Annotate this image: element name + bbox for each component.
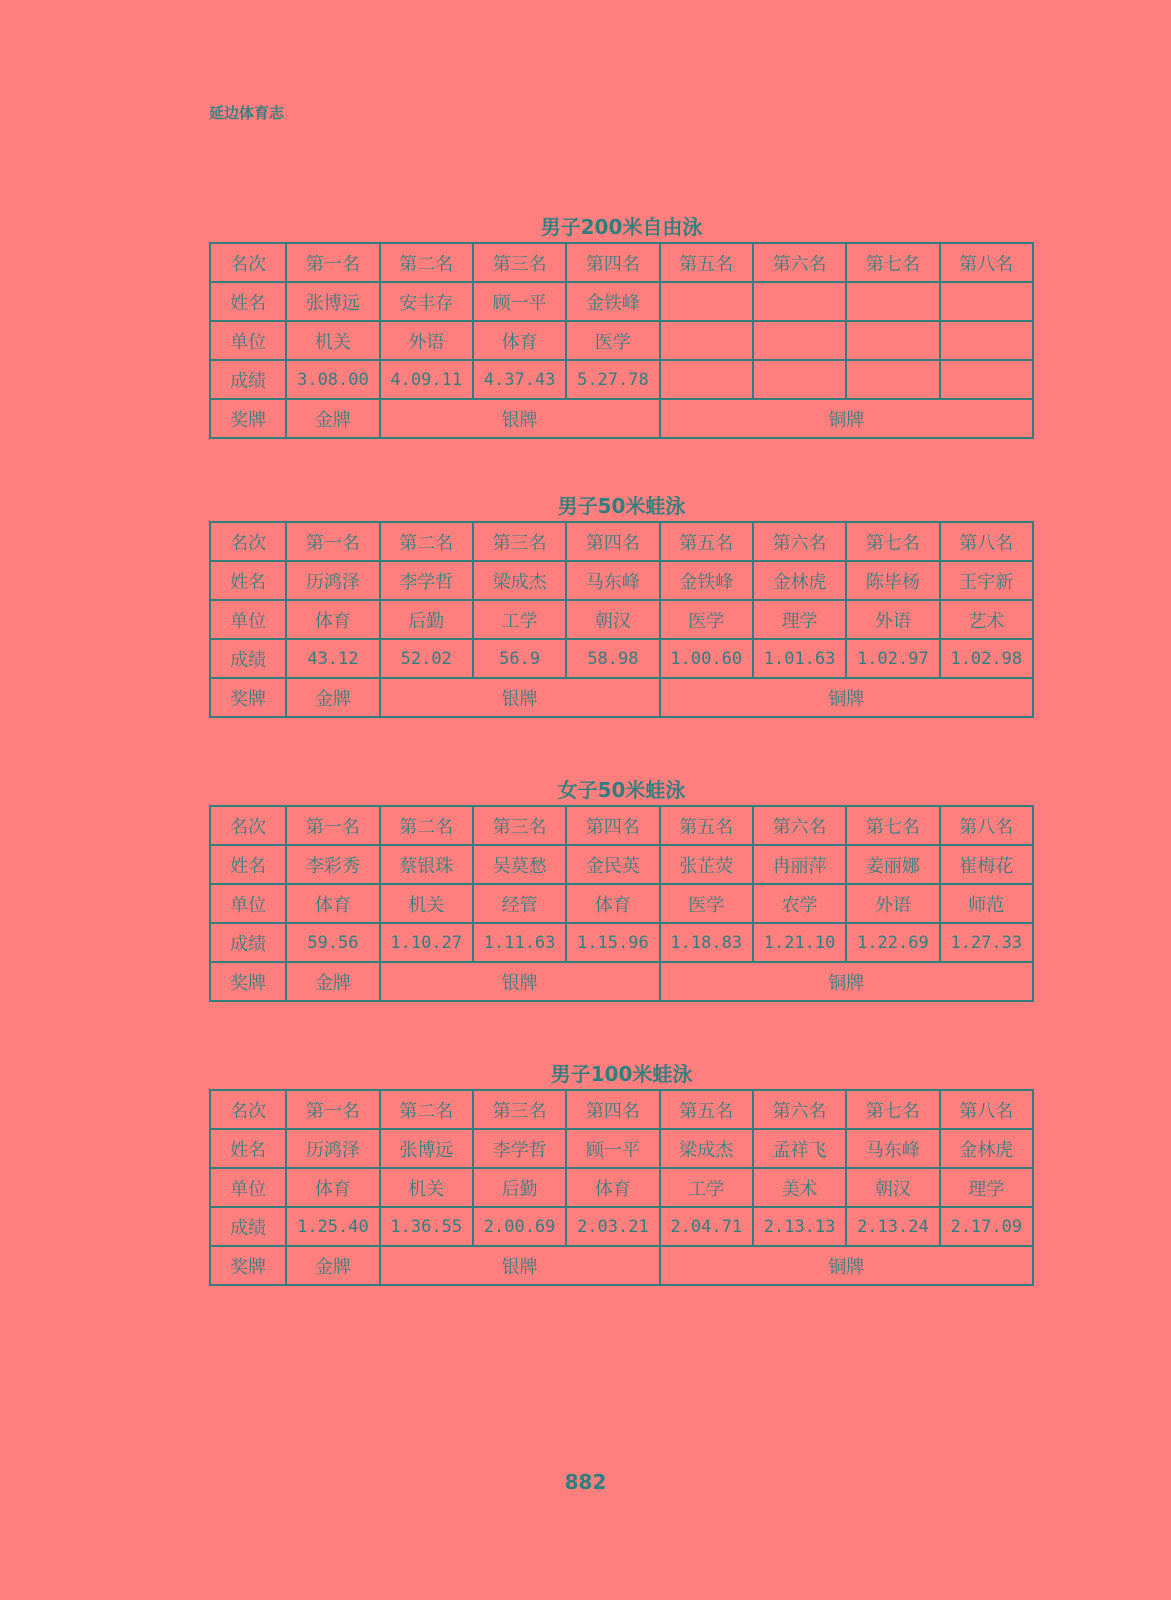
table-cell: 第四名 [566,522,659,561]
table-cell: 第三名 [473,806,566,845]
table-cell: 体育 [473,321,566,360]
table-cell: 2.00.69 [473,1207,566,1246]
table-cell: 蔡银珠 [380,845,473,884]
table-cell: 第八名 [940,243,1033,282]
table-cell: 机关 [286,321,379,360]
table-cell: 医学 [660,884,753,923]
table-cell: 52.02 [380,639,473,678]
table-cell: 第五名 [660,522,753,561]
page-number: 882 [564,1470,607,1494]
table-cell: 第二名 [380,1090,473,1129]
table-cell: 第七名 [846,1090,939,1129]
table-cell: 第八名 [940,1090,1033,1129]
table-cell: 3.08.00 [286,360,379,399]
table-cell: 体育 [286,1168,379,1207]
table-cell: 艺术 [940,600,1033,639]
row-label: 成绩 [210,639,286,678]
table-cell: 后勤 [380,600,473,639]
silver-medal-cell: 银牌 [380,1246,660,1285]
bronze-medal-cell: 铜牌 [660,399,1033,438]
table-cell: 2.03.21 [566,1207,659,1246]
table-cell: 4.09.11 [380,360,473,399]
silver-medal-cell: 银牌 [380,678,660,717]
table-cell: 1.21.10 [753,923,846,962]
table-cell: 医学 [566,321,659,360]
table-title: 男子50米蛙泳 [557,494,686,518]
table-cell: 第一名 [286,1090,379,1129]
table-cell [940,282,1033,321]
row-label: 成绩 [210,1207,286,1246]
table-cell: 金铁峰 [566,282,659,321]
table-cell: 2.13.24 [846,1207,939,1246]
table-cell: 第二名 [380,243,473,282]
table-cell: 外语 [380,321,473,360]
table-cell: 体育 [286,600,379,639]
table-cell: 崔梅花 [940,845,1033,884]
table-cell [846,360,939,399]
table-cell: 美术 [753,1168,846,1207]
medal-row [210,1246,1033,1285]
table-cell: 机关 [380,884,473,923]
table-cell: 第六名 [753,243,846,282]
table-cell: 第二名 [380,522,473,561]
table-cell: 历鸿泽 [286,1129,379,1168]
table-cell: 金铁峰 [660,561,753,600]
table-cell: 第五名 [660,806,753,845]
result-row [210,360,1033,399]
table-cell: 马东峰 [566,561,659,600]
table-cell [660,360,753,399]
table-cell: 李彩秀 [286,845,379,884]
row-label: 姓名 [210,1129,286,1168]
medal-row [210,962,1033,1001]
table-cell: 第七名 [846,522,939,561]
table-cell [660,282,753,321]
table-cell: 1.18.83 [660,923,753,962]
results-table-section [209,491,1034,718]
table-cell: 金林虎 [753,561,846,600]
silver-medal-cell: 银牌 [380,399,660,438]
table-cell: 1.02.97 [846,639,939,678]
table-cell: 马东峰 [846,1129,939,1168]
table-cell: 金民英 [566,845,659,884]
result-row [210,1207,1033,1246]
table-title: 男子100米蛙泳 [550,1062,693,1086]
table-cell: 陈毕杨 [846,561,939,600]
table-cell: 金林虎 [940,1129,1033,1168]
results-table [209,242,1034,439]
table-cell: 第六名 [753,522,846,561]
table-cell: 外语 [846,600,939,639]
row-label: 名次 [210,243,286,282]
row-label: 姓名 [210,561,286,600]
table-cell [940,321,1033,360]
row-label: 成绩 [210,923,286,962]
row-label: 名次 [210,522,286,561]
table-cell: 59.56 [286,923,379,962]
table-cell: 第一名 [286,806,379,845]
table-cell: 58.98 [566,639,659,678]
table-cell [753,282,846,321]
table-cell: 第四名 [566,1090,659,1129]
table-cell: 第三名 [473,243,566,282]
table-cell: 第三名 [473,522,566,561]
table-cell: 第四名 [566,806,659,845]
table-cell: 顾一平 [473,282,566,321]
table-cell: 梁成杰 [473,561,566,600]
unit-row [210,884,1033,923]
table-cell: 梁成杰 [660,1129,753,1168]
table-cell: 第五名 [660,243,753,282]
row-label: 单位 [210,1168,286,1207]
table-cell: 第一名 [286,522,379,561]
table-cell: 工学 [660,1168,753,1207]
results-table [209,521,1034,718]
table-cell: 体育 [566,1168,659,1207]
table-cell: 孟祥飞 [753,1129,846,1168]
table-cell: 43.12 [286,639,379,678]
row-label: 名次 [210,806,286,845]
result-row [210,639,1033,678]
gold-medal-cell: 金牌 [286,1246,379,1285]
table-cell: 1.36.55 [380,1207,473,1246]
table-cell: 朝汉 [566,600,659,639]
rank-row [210,1090,1033,1129]
table-cell: 李学哲 [380,561,473,600]
table-cell: 李学哲 [473,1129,566,1168]
table-cell: 第一名 [286,243,379,282]
table-cell: 第七名 [846,806,939,845]
table-cell: 张博远 [286,282,379,321]
table-cell: 工学 [473,600,566,639]
row-label: 成绩 [210,360,286,399]
table-cell: 农学 [753,884,846,923]
table-cell: 第六名 [753,1090,846,1129]
name-row [210,282,1033,321]
table-cell: 体育 [566,884,659,923]
table-cell: 56.9 [473,639,566,678]
table-cell: 2.04.71 [660,1207,753,1246]
table-cell: 姜丽娜 [846,845,939,884]
gold-medal-cell: 金牌 [286,678,379,717]
table-title: 女子50米蛙泳 [557,778,686,802]
table-cell: 第二名 [380,806,473,845]
table-cell: 第七名 [846,243,939,282]
table-cell: 第六名 [753,806,846,845]
row-label: 单位 [210,884,286,923]
table-cell: 5.27.78 [566,360,659,399]
book-title: 延边体育志 [209,104,285,122]
gold-medal-cell: 金牌 [286,962,379,1001]
table-cell [846,321,939,360]
table-cell: 师范 [940,884,1033,923]
unit-row [210,321,1033,360]
table-cell: 1.22.69 [846,923,939,962]
results-table-section [209,775,1034,1002]
table-cell: 1.27.33 [940,923,1033,962]
table-cell: 医学 [660,600,753,639]
row-label: 奖牌 [210,399,286,438]
row-label: 奖牌 [210,962,286,1001]
bronze-medal-cell: 铜牌 [660,962,1033,1001]
table-cell: 安丰存 [380,282,473,321]
table-cell: 朝汉 [846,1168,939,1207]
table-cell: 1.01.63 [753,639,846,678]
table-cell [753,321,846,360]
results-table [209,1089,1034,1286]
row-label: 奖牌 [210,1246,286,1285]
table-cell: 第五名 [660,1090,753,1129]
result-row [210,923,1033,962]
row-label: 姓名 [210,282,286,321]
table-cell: 1.10.27 [380,923,473,962]
rank-row [210,243,1033,282]
medal-row [210,678,1033,717]
unit-row [210,600,1033,639]
table-cell: 吴莫愁 [473,845,566,884]
table-cell: 2.17.09 [940,1207,1033,1246]
table-cell: 理学 [940,1168,1033,1207]
table-cell: 张博远 [380,1129,473,1168]
table-cell: 1.00.60 [660,639,753,678]
table-cell: 第八名 [940,522,1033,561]
table-cell: 张芷荧 [660,845,753,884]
name-row [210,561,1033,600]
table-cell: 冉丽萍 [753,845,846,884]
table-cell: 理学 [753,600,846,639]
table-cell: 第八名 [940,806,1033,845]
medal-row [210,399,1033,438]
table-cell: 机关 [380,1168,473,1207]
table-cell: 2.13.13 [753,1207,846,1246]
table-cell [753,360,846,399]
results-table-section [209,212,1034,439]
table-title: 男子200米自由泳 [540,215,703,239]
table-cell: 外语 [846,884,939,923]
table-cell: 后勤 [473,1168,566,1207]
bronze-medal-cell: 铜牌 [660,1246,1033,1285]
row-label: 姓名 [210,845,286,884]
row-label: 名次 [210,1090,286,1129]
unit-row [210,1168,1033,1207]
table-cell: 第四名 [566,243,659,282]
table-cell: 1.15.96 [566,923,659,962]
table-cell [846,282,939,321]
table-cell: 第三名 [473,1090,566,1129]
table-cell: 1.25.40 [286,1207,379,1246]
rank-row [210,806,1033,845]
table-cell: 历鸿泽 [286,561,379,600]
results-table [209,805,1034,1002]
table-cell: 4.37.43 [473,360,566,399]
name-row [210,845,1033,884]
row-label: 单位 [210,600,286,639]
table-cell: 1.02.98 [940,639,1033,678]
results-table-section [209,1059,1034,1286]
row-label: 单位 [210,321,286,360]
table-cell: 体育 [286,884,379,923]
table-cell [660,321,753,360]
row-label: 奖牌 [210,678,286,717]
bronze-medal-cell: 铜牌 [660,678,1033,717]
gold-medal-cell: 金牌 [286,399,379,438]
rank-row [210,522,1033,561]
table-cell: 经管 [473,884,566,923]
name-row [210,1129,1033,1168]
table-cell: 顾一平 [566,1129,659,1168]
table-cell: 1.11.63 [473,923,566,962]
table-cell: 王宇新 [940,561,1033,600]
table-cell [940,360,1033,399]
silver-medal-cell: 银牌 [380,962,660,1001]
